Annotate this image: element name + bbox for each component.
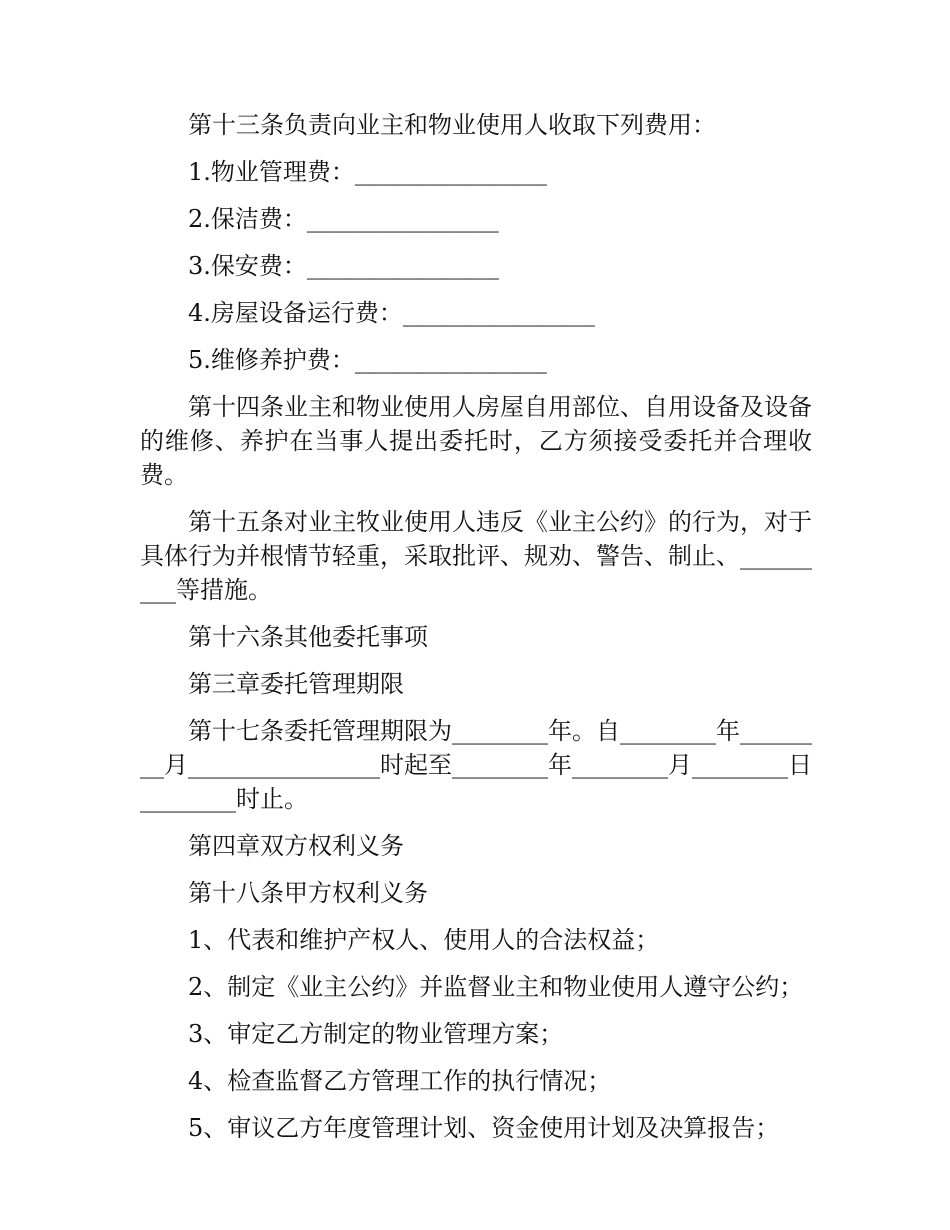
fee-item-security: 3.保安费：________________ — [188, 252, 499, 280]
chapter-3-heading: 第三章委托管理期限 — [188, 670, 404, 698]
party-a-duty-1: 1、代表和维护产权人、使用人的合法权益； — [188, 926, 660, 954]
article-13-heading: 第十三条负责向业主和物业使用人收取下列费用： — [188, 111, 716, 139]
article-16: 第十六条其他委托事项 — [188, 623, 428, 651]
fee-item-property-management: 1.物业管理费：________________ — [188, 158, 547, 186]
chapter-4-heading: 第四章双方权利义务 — [188, 832, 404, 860]
party-a-duty-5: 5、审议乙方年度管理计划、资金使用计划及决算报告； — [188, 1114, 780, 1142]
party-a-duty-3: 3、审定乙方制定的物业管理方案； — [188, 1020, 564, 1048]
fee-item-cleaning: 2.保洁费：________________ — [188, 205, 499, 233]
article-18-heading: 第十八条甲方权利义务 — [188, 879, 428, 907]
party-a-duty-2: 2、制定《业主公约》并监督业主和物业使用人遵守公约； — [188, 973, 804, 1001]
article-15: 第十五条对业主牧业使用人违反《业主公约》的行为，对于具体行为并根情节轻重，采取批评、规劝、警告、制止、_________等措施。 — [140, 508, 812, 604]
article-14: 第十四条业主和物业使用人房屋自用部位、自用设备及设备的维修、养护在当事人提出委托时，乙方须接受委托并合理收费。 — [140, 393, 812, 489]
document-body — [140, 108, 812, 1158]
article-17: 第十七条委托管理期限为________年。自________年________月________________时起至________年________月________日________时止。 — [140, 717, 812, 813]
fee-item-maintenance: 5.维修养护费：________________ — [188, 346, 547, 374]
fee-item-equipment-operation: 4.房屋设备运行费：________________ — [188, 299, 595, 327]
party-a-duty-4: 4、检查监督乙方管理工作的执行情况； — [188, 1067, 612, 1095]
